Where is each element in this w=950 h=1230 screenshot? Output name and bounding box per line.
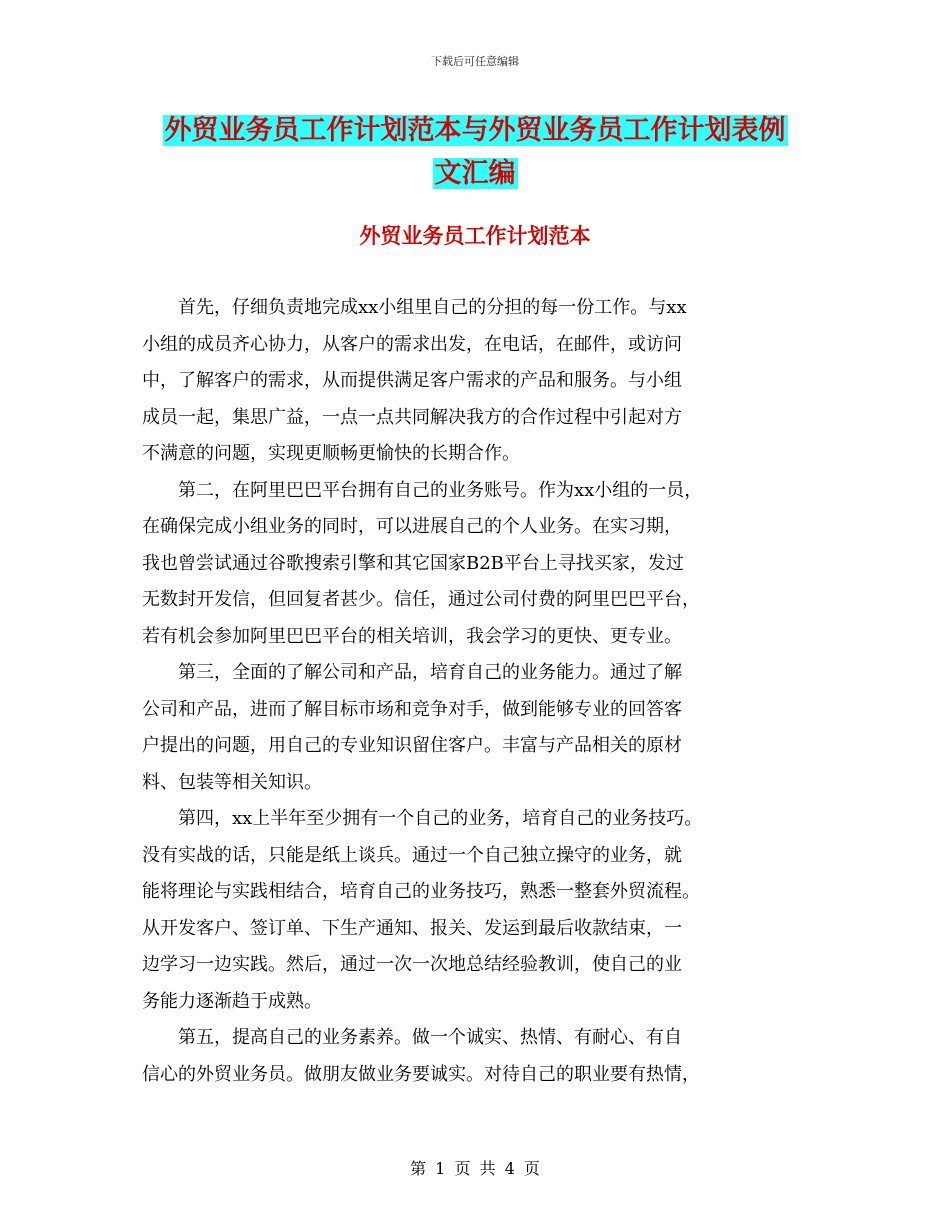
document-title-text-1: 外贸业务员工作计划范本与外贸业务员工作计划表例 bbox=[164, 115, 786, 146]
text-line: 无数封开发信，但回复者甚少。信任，通过公司付费的阿里巴巴平台， bbox=[142, 589, 700, 610]
document-title-text-2: 文汇编 bbox=[434, 158, 516, 189]
header-note: 下载后可任意编辑 bbox=[431, 55, 519, 68]
text-line: 在确保完成小组业务的同时，可以进展自己的个人业务。在实习期， bbox=[142, 516, 682, 537]
text-line: 不满意的问题，实现更顺畅更愉快的长期合作。 bbox=[142, 443, 520, 464]
text-line: 中，了解客户的需求，从而提供满足客户需求的产品和服务。与小组 bbox=[142, 370, 682, 391]
page-footer: 第 1 页 共 4 页 bbox=[410, 1159, 540, 1178]
text-line: 小组的成员齐心协力，从客户的需求出发，在电话，在邮件，或访问 bbox=[142, 333, 682, 355]
text-line: 第五，提高自己的业务素养。做一个诚实、热情、有耐心、有自 bbox=[142, 1027, 682, 1048]
text-line: 第四，xx上半年至少拥有一个自己的业务，培育自己的业务技巧。 bbox=[142, 808, 703, 829]
text-line: 信心的外贸业务员。做朋友做业务要诚实。对待自己的职业要有热情， bbox=[142, 1063, 700, 1085]
text-line: 能将理论与实践相结合，培育自己的业务技巧，熟悉一整套外贸流程。 bbox=[142, 881, 700, 902]
text-line: 成员一起，集思广益，一点一点共同解决我方的合作过程中引起对方 bbox=[142, 406, 682, 428]
text-line: 若有机会参加阿里巴巴平台的相关培训，我会学习的更快、更专业。 bbox=[142, 625, 682, 647]
text-line: 户提出的问题，用自己的专业知识留住客户。丰富与产品相关的原材 bbox=[142, 735, 682, 756]
text-line: 第三，全面的了解公司和产品，培育自己的业务能力。通过了解 bbox=[142, 662, 682, 683]
text-line: 我也曾尝试通过谷歌搜索引擎和其它国家B2B平台上寻找买家，发过 bbox=[142, 552, 684, 574]
document-title-line-1 bbox=[0, 111, 950, 151]
text-line: 边学习一边实践。然后，通过一次一次地总结经验教训，使自己的业 bbox=[142, 954, 682, 975]
text-line: 从开发客户、签订单、下生产通知、报关、发运到最后收款结束，一 bbox=[142, 917, 682, 939]
text-line: 公司和产品，进而了解目标市场和竞争对手，做到能够专业的回答客 bbox=[142, 698, 682, 720]
text-line: 没有实战的话，只能是纸上谈兵。通过一个自己独立操守的业务，就 bbox=[142, 844, 682, 866]
text-line: 第二，在阿里巴巴平台拥有自己的业务账号。作为xx小组的一员， bbox=[142, 479, 703, 501]
text-line: 首先，仔细负责地完成xx小组里自己的分担的每一份工作。与xx bbox=[142, 297, 687, 318]
body-text bbox=[142, 290, 822, 1093]
document-title-line-2 bbox=[0, 154, 950, 194]
section-title: 外贸业务员工作计划范本 bbox=[359, 223, 591, 248]
text-line: 料、包装等相关知识。 bbox=[142, 771, 322, 793]
text-line: 务能力逐渐趋于成熟。 bbox=[142, 990, 322, 1012]
